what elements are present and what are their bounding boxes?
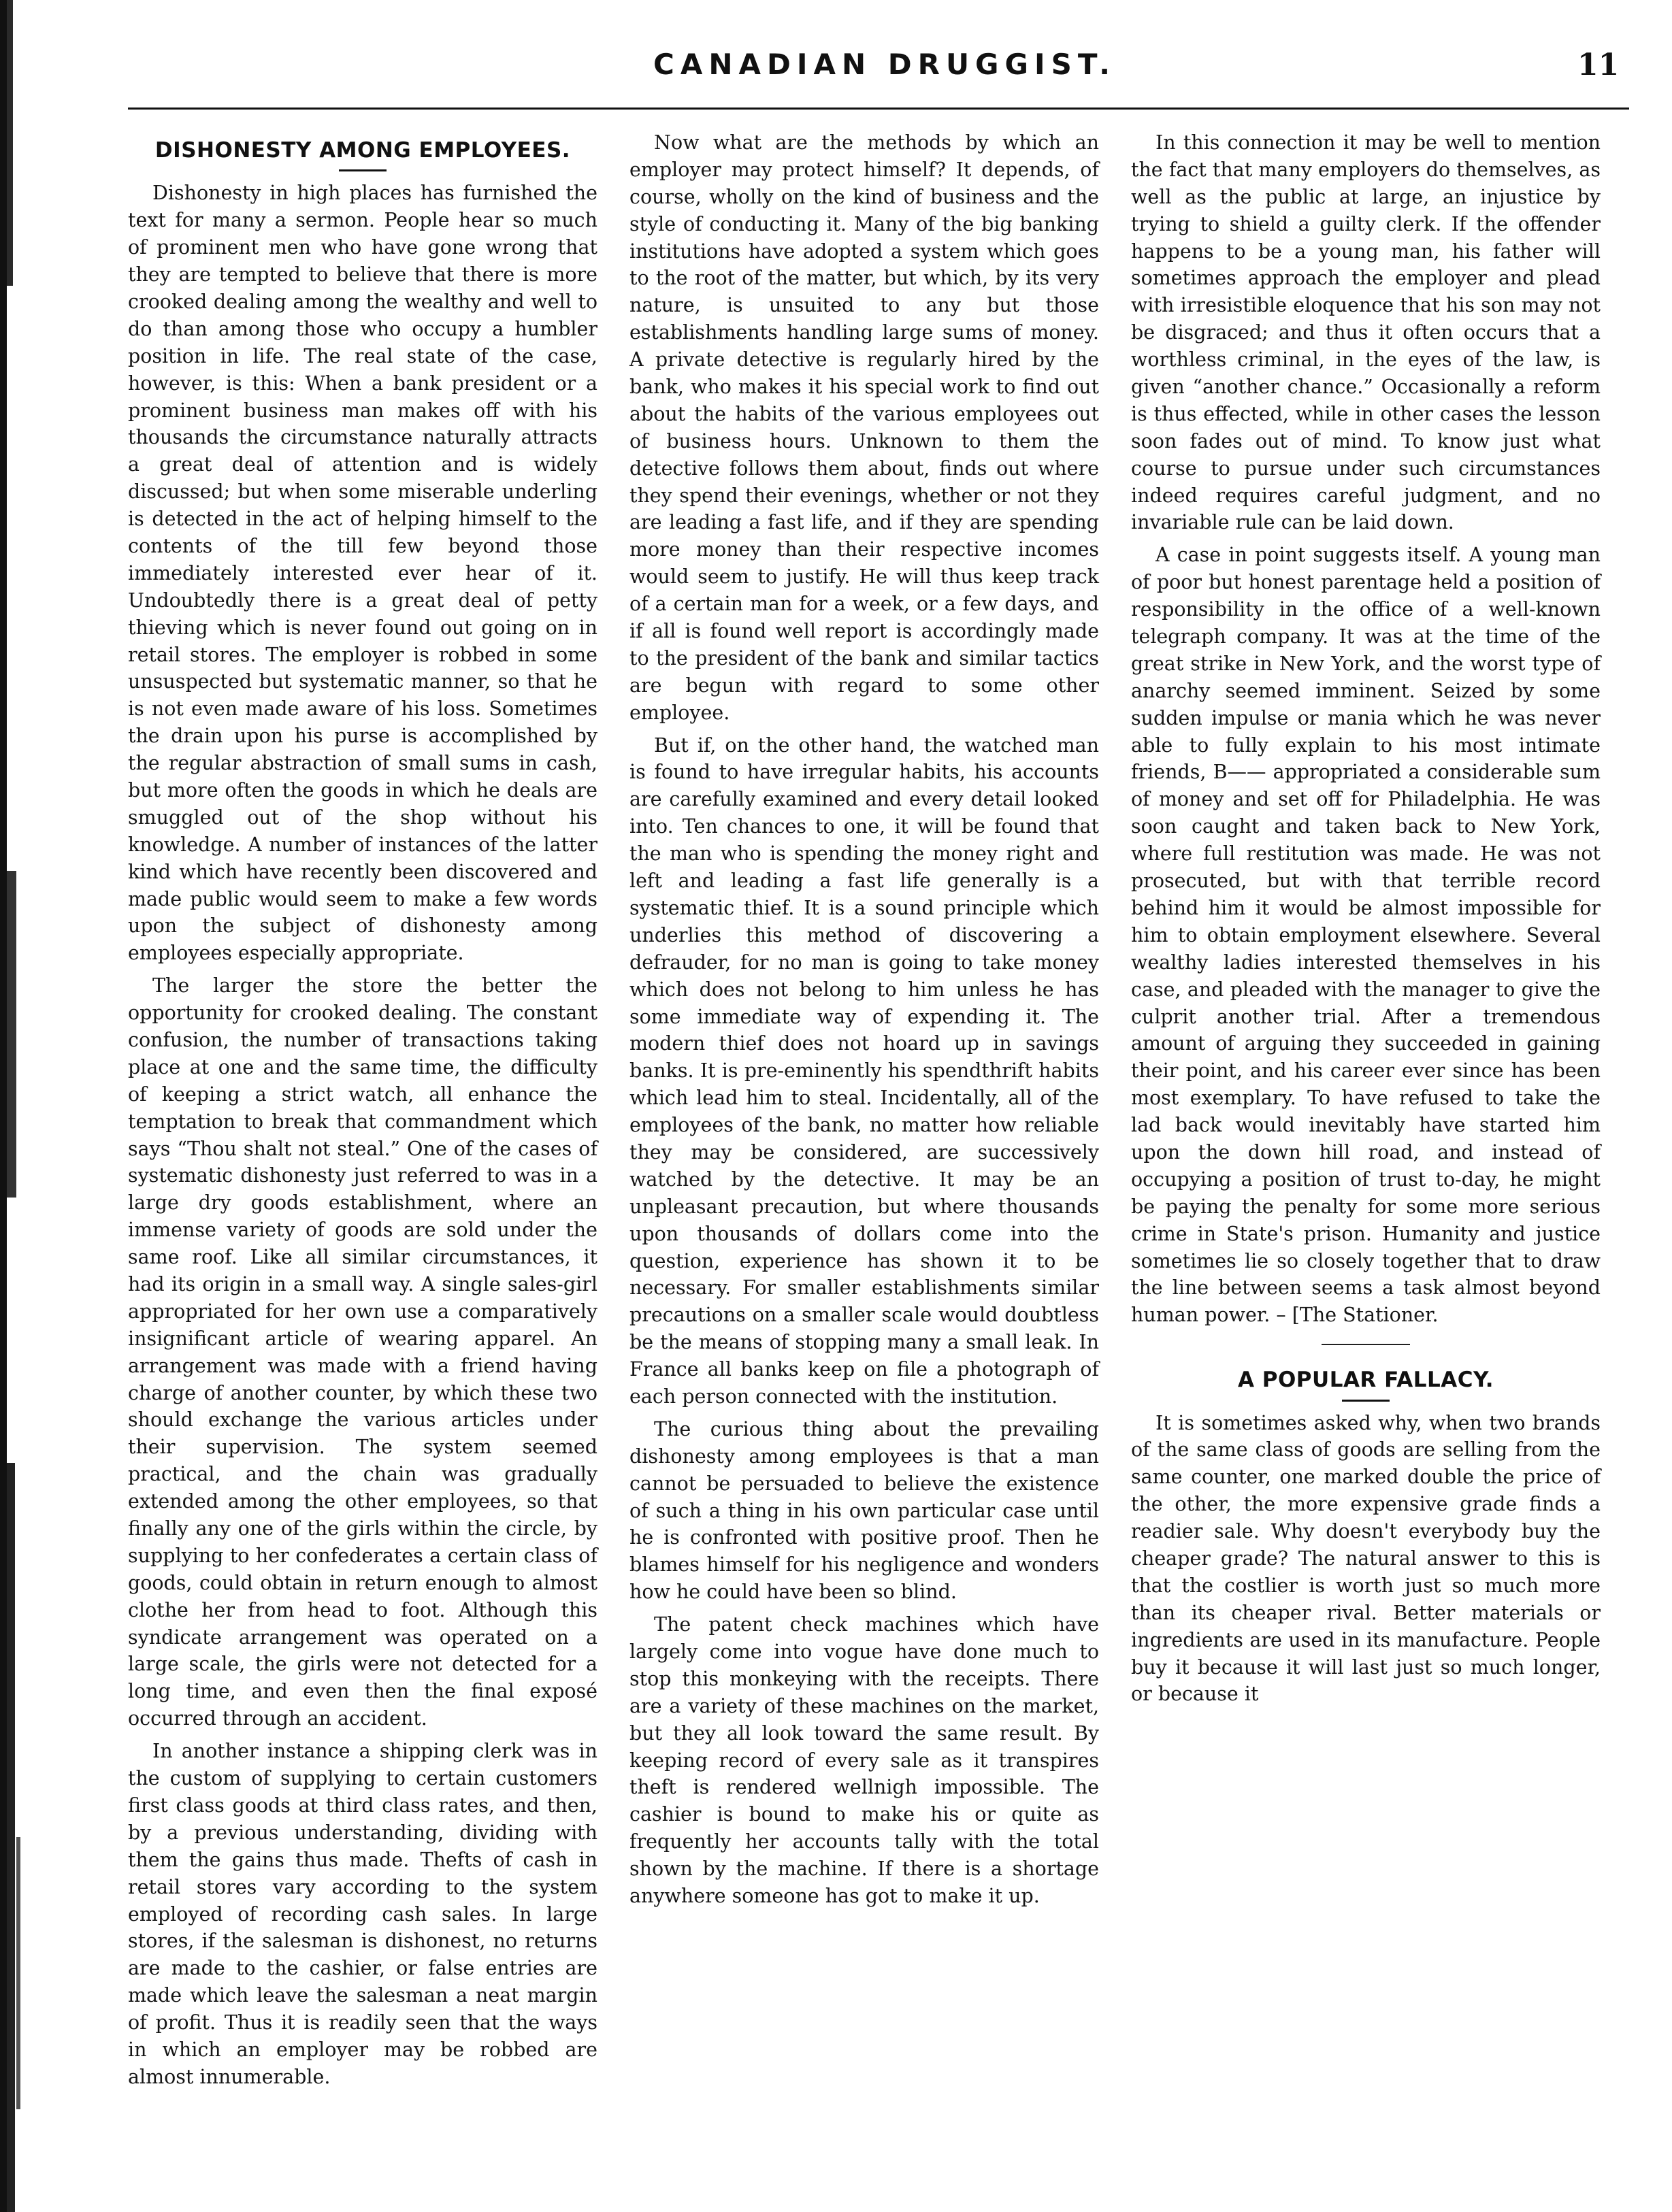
paragraph: The patent check machines which have largely come into vogue have done much to stop this monkeying with the receipts. There are a variety of these machines on the market, but they all look toward the same result. By keeping record of every sale as it transpires theft is rendered wellnigh impossible. The cashier is bound to make his or quite as frequently her accounts tally with the total shown by the machine. If there is a shortage anywhere someone has got to make it up.	[629, 1613, 1099, 1907]
paragraph: A case in point suggests itself. A young man of poor but honest parentage held a position of responsibility in the office of a well-known telegraph company. It was at the time of the great strike in New York, and the worst type of anarchy seemed imminent. Seized by some sudden impulse or mania which he was never able to fully explain to his most intimate friends, B—— appropriated a considerable sum of money and set off for Philadelphia. He was soon caught and taken back to New York, where full restitution was made. He was not prosecuted, but with that terrible record behind him it would be almost impossible for him to obtain employment elsewhere. Several wealthy ladies interested themselves in his case, and pleaded with the manager to give the culprit another trial. After a tremendous amount of arguing they succeeded in gaining their point, and his career ever since has been most exemplary. To have refused to take the lad back would inevitably have started him upon the down hill road, and instead of occupying a position of trust to-day, he might be paying the penalty for some more serious crime in State's prison. Humanity and justice sometimes lie so closely together that to draw the line between seems a task almost beyond human power. – [The Stationer.	[1131, 544, 1601, 1327]
column-3	[1131, 129, 1601, 1713]
paragraph: It is sometimes asked why, when two brands of the same class of goods are selling from the same counter, one marked double the price of the other, the more expensive grade finds a readier sale. Why doesn't everybody buy the cheaper grade? The natural answer to this is that the costlier is worth just so much more than its cheaper rival. Better materials or ingredients are used in its manufacture. People buy it because it will last just so much longer, or because it	[1131, 1411, 1601, 1706]
header-rule	[128, 108, 1629, 110]
column-1	[128, 129, 597, 2096]
article-separator	[1322, 1344, 1410, 1345]
scan-edge-artifact	[0, 0, 26, 2212]
paragraph: The curious thing about the prevailing dishonesty among employees is that a man cannot be persuaded to believe the existence of such a thing in his own particular case until he is confronted with positive proof. Then he blames himself for his negligence and wonders how he could have been so blind.	[629, 1417, 1099, 1604]
title-rule	[1342, 1400, 1390, 1402]
paragraph: But if, on the other hand, the watched man is found to have irregular habits, his accounts are carefully examined and every detail looked into. Ten chances to one, it will be found that the man who is spending the money right and left and leading a fast life generally is a systematic thief. It is a sound principle which underlies this method of discovering a defrauder, for no man is going to take money which does not belong to him unless he has some immediate way of expending it. The modern thief does not hoard up in savings banks. It is pre-eminently his spendthrift habits which lead him to steal. Incidentally, all of the employees of the bank, no matter how reliable they may be considered, are successively watched by the detective. It may be an unpleasant precaution, but where thousands upon thousands of dollars come into the question, experience has shown it to be necessary. For smaller establishments similar precautions on a smaller scale would doubtless be the means of stopping many a small leak. In France all banks keep on file a photograph of each person connected with the institution.	[629, 733, 1099, 1408]
paragraph: In another instance a shipping clerk was in the custom of supplying to certain customers first class goods at third class rates, and then, by a previous understanding, dividing with them the gains thus made. Thefts of cash in retail stores vary according to the system employed of recording cash sales. In large stores, if the salesman is dishonest, no returns are made to the cashier, or false entries are made which leave the salesman a neat margin of profit. Thus it is readily seen that the ways in which an employer may be robbed are almost innumerable.	[128, 1740, 597, 2088]
paragraph: Now what are the methods by which an employer may protect himself? It depends, of course, wholly on the kind of business and the style of conducting it. Many of the big banking institutions have adopted a system which goes to the root of the matter, but which, by its very nature, is unsuited to any but those establishments handling large sums of money. A private detective is regularly hired by the bank, who makes it his special work to find out about the habits of the various employees out of business hours. Unknown to them the detective follows them about, finds out where they spend their evenings, whether or not they are leading a fast life, and if they are spending more money than their respective incomes would seem to justify. He will thus keep track of a certain man for a week, or a few days, and if all is found well report is accordingly made to the president of the bank and similar tactics are begun with regard to some other employee.	[629, 131, 1099, 724]
paragraph: Dishonesty in high places has furnished the text for many a sermon. People hear so much of prominent men who have gone wrong that they are tempted to believe that there is more crooked dealing among the wealthy and well to do than among those who occupy a humbler position in life. The real state of the case, however, is this: When a bank president or a prominent business man makes off with his thousands the circumstance naturally attracts a great deal of attention and is widely discussed; but when some miserable underling is detected in the act of helping himself to the contents of the till few beyond those immediately interested ever hear of it. Undoubtedly there is a great deal of petty thieving which is never found out going on in retail stores. The employer is robbed in some unsuspected but systematic manner, so that he is not even made aware of his loss. Sometimes the drain upon his purse is accomplished by the regular abstraction of small sums in cash, but more often the goods in which he deals are smuggled out of the shop without his knowledge. A number of instances of the latter kind which have recently been discovered and made public would seem to make a few words upon the subject of dishonesty among employees especially appropriate.	[128, 182, 597, 965]
title-rule	[339, 169, 387, 171]
page-number: 11	[1577, 48, 1620, 82]
article-title-dishonesty: DISHONESTY AMONG EMPLOYEES.	[154, 138, 571, 163]
paragraph: The larger the store the better the opportunity for crooked dealing. The constant confusion, the number of transactions taking place at one and the same time, the difficulty of keeping a strict watch, all enhance the temptation to break that commandment which says “Thou shalt not steal.” One of the cases of systematic dishonesty just referred to was in a large dry goods establishment, where an immense variety of goods are sold under the same roof. Like all similar circumstances, it had its origin in a small way. A single sales-girl appropriated for her own use a comparatively insignificant article of wearing apparel. An arrangement was made with a friend having charge of another counter, by which these two should exchange the various articles under their supervision. The system seemed practical, and the chain was gradually extended among the other employees, so that finally any one of the girls within the circle, by supplying to her confederates a certain class of goods, could obtain in return enough to almost clothe her from head to foot. Although this syndicate arrangement was operated on a large scale, the girls were not detected for a long time, and even then the final exposé occurred through an accident.	[128, 974, 597, 1730]
running-header: CANADIAN DRUGGIST.	[653, 48, 1117, 81]
column-2	[629, 129, 1099, 1915]
article-title-fallacy: A POPULAR FALLACY.	[1237, 1368, 1494, 1393]
paragraph: In this connection it may be well to mention the fact that many employers do themselves, as well as the public at large, an injustice by trying to shield a guilty clerk. If the offender happens to be a young man, his father will sometimes approach the employer and plead with irresistible eloquence that his son may not be disgraced; and thus it often occurs that a worthless criminal, in the eyes of the law, is given “another chance.” Occasionally a reform is thus effected, while in other cases the lesson soon fades out of mind. To know just what course to pursue under such circumstances indeed requires careful judgment, and no invariable rule can be laid down.	[1131, 131, 1601, 534]
